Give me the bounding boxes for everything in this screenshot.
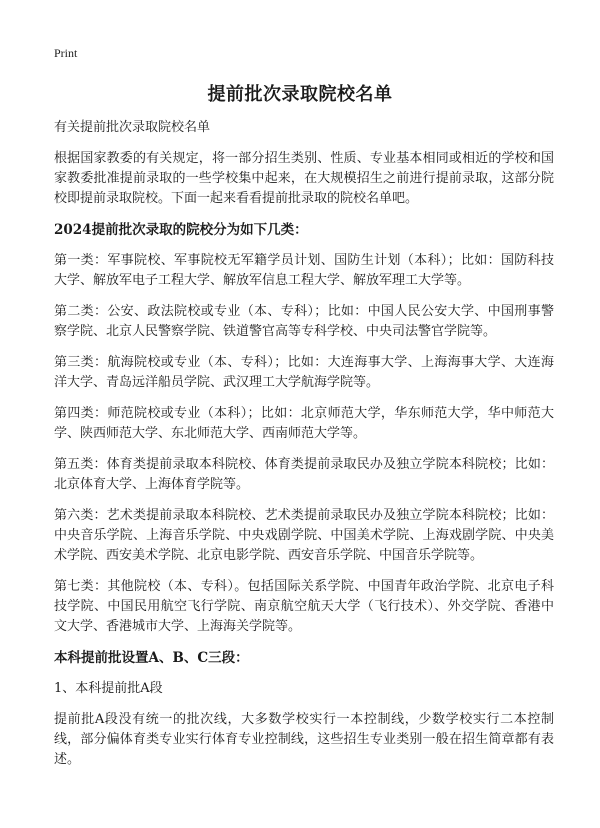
intro-paragraph: 根据国家教委的有关规定，将一部分招生类别、性质、专业基本相同或相近的学校和国家教委批准提前录取的一些学校集中起来，在大规模招生之前进行提前录取，这部分院校即提前录取院校。下面一起来看看提前批录取的院校名单吧。 xyxy=(54,151,554,206)
section-heading-categories: 2024提前批次录取的院校分为如下几类： xyxy=(54,222,308,238)
category-paragraph-4: 第四类：师范院校或专业（本科）；比如：北京师范大学，华东师范大学，华中师范大学、陕西师范大学、东北师范大学、西南师范大学等。 xyxy=(54,406,554,441)
category-paragraph-7: 第七类：其他院校（本、专科）。包括国际关系学院、中国青年政治学院、北京电子科技学院、中国民用航空飞行学院、南京航空航天大学（飞行技术）、外交学院、香港中文大学、香港城市大学、上海海关学院等。 xyxy=(54,579,554,634)
article-subtitle: 有关提前批次录取院校名单 xyxy=(54,120,211,135)
section-heading-segments: 本科提前批设置A、B、C三段： xyxy=(54,650,249,666)
category-paragraph-6: 第六类：艺术类提前录取本科院校、艺术类提前录取民办及独立学院本科院校；比如：中央音乐学院、上海音乐学院、中央戏剧学院、中国美术学院、上海戏剧学院、中央美术学院、西安美术学院、北京电影学院、西安音乐学院、中国音乐学院等。 xyxy=(54,508,554,563)
article-body xyxy=(54,118,554,781)
page-title: 提前批次录取院校名单 xyxy=(207,84,393,105)
category-paragraph-5: 第五类：体育类提前录取本科院校、体育类提前录取民办及独立学院本科院校；比如：北京体育大学、上海体育学院等。 xyxy=(54,457,554,492)
category-paragraph-2: 第二类：公安、政法院校或专业（本、专科）；比如：中国人民公安大学、中国刑事警察学院、北京人民警察学院、铁道警官高等专科学校、中央司法警官学院等。 xyxy=(54,304,554,339)
category-paragraph-3: 第三类：航海院校或专业（本、专科）；比如：大连海事大学、上海海事大学、大连海洋大学、青岛远洋船员学院、武汉理工大学航海学院等。 xyxy=(54,355,554,390)
a-segment-paragraph: 提前批A段没有统一的批次线，大多数学校实行一本控制线，少数学校实行二本控制线，部分偏体育类专业实行体育专业控制线，这些招生专业类别一般在招生简章都有表述。 xyxy=(54,712,554,767)
category-paragraph-1: 第一类：军事院校、军事院校无军籍学员计划、国防生计划（本科）；比如：国防科技大学、解放军电子工程大学、解放军信息工程大学、解放军理工大学等。 xyxy=(54,253,554,288)
print-link[interactable]: Print xyxy=(54,46,78,60)
sub-heading-a-segment: 1、本科提前批A段 xyxy=(54,681,163,696)
